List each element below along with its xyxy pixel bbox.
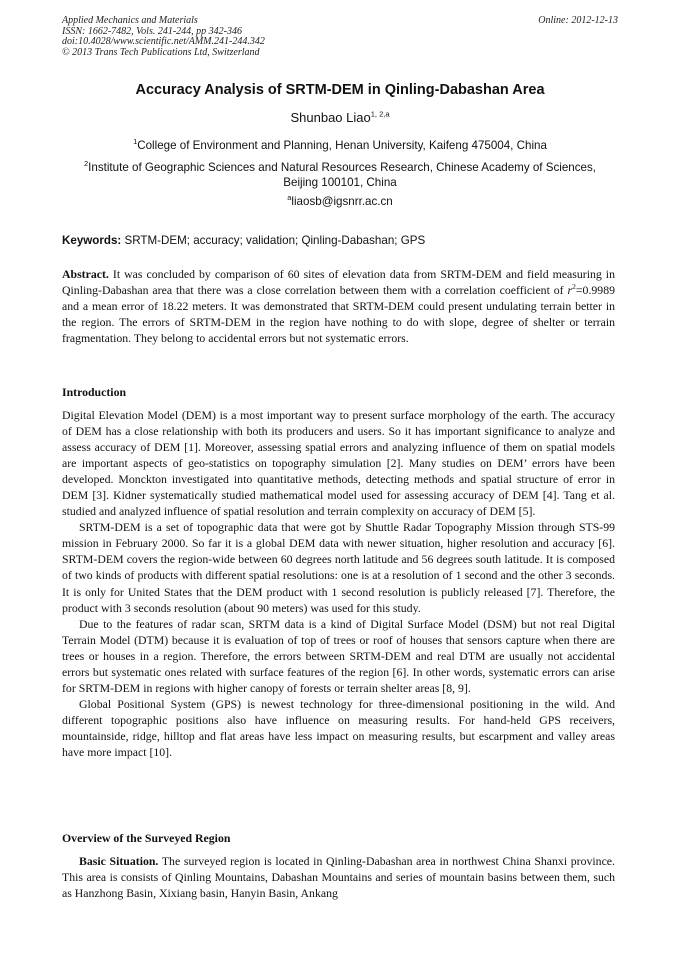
abstract-r-superscript: 2 xyxy=(572,282,576,292)
overview-heading: Overview of the Surveyed Region xyxy=(62,831,231,845)
author-name: Shunbao Liao xyxy=(290,110,371,125)
abstract-text-2: =0.9989 and a mean error of 18.22 meters. It was demonstrated that SRTM-DEM could present undulating terrain better in the region. The errors of SRTM-DEM in the region have nothing to do with slope, degree of shelter or terrain fragmentation. They belong to accidental errors but not systematic errors. xyxy=(62,283,615,346)
basic-situation xyxy=(62,853,615,901)
email-address: liaosb@igsnrr.ac.cn xyxy=(291,195,393,208)
email-superscript: a xyxy=(287,193,292,203)
abstract-r-symbol: r xyxy=(567,283,573,298)
intro-paragraph-4: Global Positional System (GPS) is newest technology for three-dimensional positioning in the wild. And different topographic positions also have influence on measuring results. For hand-held GPS receivers, mountainside, ridge, hilltop and flat areas have less impact on measuring results, but escarpment and valley areas have more impact [10]. xyxy=(62,696,615,759)
keywords-text: SRTM-DEM; accuracy; validation; Qinling-Dabashan; GPS xyxy=(121,234,426,247)
copyright-line: © 2013 Trans Tech Publications Ltd, Switzerland xyxy=(62,46,260,58)
journal-name: Applied Mechanics and Materials xyxy=(62,15,198,26)
keywords-label: Keywords: xyxy=(62,234,122,247)
affiliation-2 xyxy=(62,160,618,190)
journal-header xyxy=(62,16,618,58)
affiliation-2-superscript: 2 xyxy=(84,159,89,169)
affiliation-1-superscript: 1 xyxy=(133,137,138,147)
intro-paragraph-2: SRTM-DEM is a set of topographic data that were got by Shuttle Radar Topography Mission through STS-99 mission in February 2000. So far it is a global DEM data with newer situation, higher resolution and accuracy [6]. SRTM-DEM covers the region-wide between 60 degrees north latitude and 56 degrees south latitude. It is composed of two kinds of products with different spatial resolutions: one is at a resolution of 1 second and the other 3 seconds. It is only for United States that the DEM product with 1 second resolution is publicly released [7]. Therefore, the product with 3 seconds resolution (about 90 meters) was used for this study. xyxy=(62,520,615,615)
author-line xyxy=(62,110,618,125)
author-email xyxy=(62,194,618,209)
basic-situation-label: Basic Situation. xyxy=(79,854,159,868)
online-date: Online: 2012-12-13 xyxy=(538,15,618,26)
keywords xyxy=(62,234,618,247)
author-superscript: 1, 2,a xyxy=(370,109,390,119)
intro-paragraph-1: Digital Elevation Model (DEM) is a most important way to present surface morphology of the earth. The accuracy of DEM has a close relationship with both its producers and users. So it has important significance to analyze and assess accuracy of DEM [1]. Moreover, assessing spatial errors and analyzing influence of them on spatial models are important aspects of geo-statistics on topography simulation [2]. Many studies on DEM’ errors have been developed. Monckton investigated into quantitative methods, detecting methods and spatial structure of error in DEM [3]. Kidner systematically studied mathematical model used for assessing accuracy of DEM [4]. Tang et al. studied and analyzed influence of spatial resolution and terrain complexity on accuracy of DEM [5]. xyxy=(62,408,615,519)
affiliation-1-text: College of Environment and Planning, Henan University, Kaifeng 475004, China xyxy=(137,139,547,152)
affiliation-1 xyxy=(62,138,618,153)
doi-line: doi:10.4028/www.scientific.net/AMM.241-244.342 xyxy=(62,36,265,47)
abstract-text-1: It was concluded by comparison of 60 sites of elevation data from SRTM-DEM and field measuring in Qinling-Dabashan area that there was a close correlation between them with a correlation coefficient of xyxy=(62,267,615,298)
basic-situation-text: The surveyed region is located in Qinling-Dabashan area in northwest China Shanxi province. This area is consists of Qinling Mountains, Dabashan Mountains and series of mountain basins between them, such as Hanzhong Basin, Xixiang basin, Hanyin Basin, Ankang xyxy=(62,854,615,901)
issn-line: ISSN: 1662-7482, Vols. 241-244, pp 342-346 xyxy=(62,25,242,37)
affiliation-2-line1: Institute of Geographic Sciences and Natural Resources Research, Chinese Academy of Sciences, xyxy=(88,161,596,174)
introduction-body xyxy=(62,407,615,760)
abstract-label: Abstract. xyxy=(62,267,109,281)
paper-title: Accuracy Analysis of SRTM-DEM in Qinling-Dabashan Area xyxy=(135,82,545,98)
affiliation-2-line2: Beijing 100101, China xyxy=(283,176,397,189)
intro-paragraph-3: Due to the features of radar scan, SRTM data is a kind of Digital Surface Model (DSM) but not real Digital Terrain Model (DTM) because it is evaluation of top of trees or roof of houses that sensors capture when there are trees or houses in a region. Therefore, the errors between SRTM-DEM and real DTM are usually not accidental errors but systematic ones related with surface features of the region [6]. In other words, systematic errors can arise for SRTM-DEM in regions with higher canopy of forests or terrain shelter areas [8, 9]. xyxy=(62,616,615,695)
introduction-heading: Introduction xyxy=(62,385,127,399)
abstract xyxy=(62,266,615,346)
